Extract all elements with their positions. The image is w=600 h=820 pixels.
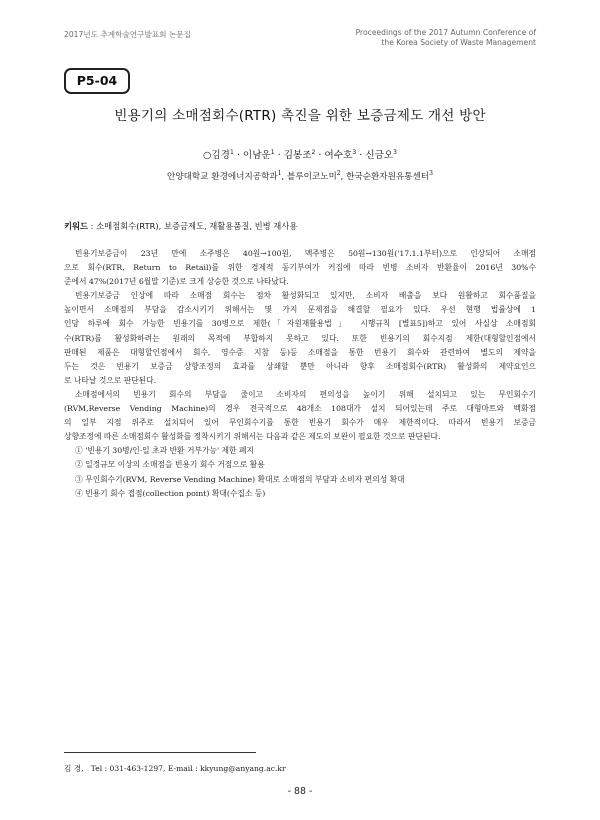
author-affil-sup: 1 — [229, 148, 234, 156]
footnote-divider — [64, 752, 256, 753]
author-name: ○김경 — [203, 150, 230, 161]
author-affil-sup: 3 — [352, 148, 357, 156]
header-right — [356, 28, 536, 47]
author-separator: · — [315, 150, 325, 161]
body-text — [64, 247, 536, 501]
author-name: 신금오 — [365, 150, 394, 161]
body-line: 두는 것은 빈용기 보증금 상향조정의 효과를 상쇄할 뿐만 아니라 향후 소매점회수(RTR) 활성화의 제약요인으 — [64, 361, 536, 371]
list-item: ① '빈용기 30병/인·일 초과 반환 거부가능' 제한 폐지 — [75, 446, 254, 456]
list-item: ② 일정규모 이상의 소매점을 빈용기 회수 거점으로 활용 — [75, 460, 265, 470]
list-item: ④ 빈용기 회수 접점(collection point) 확대(수집소 등) — [75, 488, 266, 498]
page-number: - 88 - — [287, 786, 313, 797]
body-line: (RVM,Reverse Vending Machine)의 경우 전국적으로 48개소 108대가 설치 되어있는데 주로 대형마트와 백화점 — [64, 404, 536, 414]
footnote-contact: 김 경, Tel : 031-463-1297, E-mail : kkyung@anyang.ac.kr — [64, 764, 286, 773]
affiliation-list: 안양대학교 환경에너지공학과$^1$, 블루이코노미$^2$, 한국순환자원유통센터$^3$ — [167, 170, 433, 182]
keywords-line — [64, 220, 297, 232]
body-line: 준에서 47%(2017년 6월말 기준)로 크게 상승한 것으로 나타났다. — [64, 277, 289, 287]
body-line: 빈용기보증금이 23년 만에 소주병은 40원→100원, 맥주병은 50원→130원('17.1.1부터)으로 인상되어 소매점 — [75, 249, 536, 258]
author-affil-sup: 3 — [393, 148, 397, 156]
paper-title: 빈용기의 소매점회수(RTR) 촉진을 위한 보증금제도 개선 방안 — [114, 108, 486, 124]
author-separator: · — [274, 150, 284, 161]
author-list — [0, 147, 600, 161]
author-separator: · — [233, 150, 243, 161]
body-line: 으로 회수(RTR, Return to Retail)를 위한 경제적 동기부여가 커짐에 따라 빈병 소비자 반환율이 2016년 30%수 — [64, 263, 536, 273]
affiliation-sup: 1 — [277, 170, 282, 178]
body-line: 빈용기보증금 인상에 따라 소매점 회수는 점차 활성화되고 있지만, 소비자 배출을 보다 원활하고 회수품질을 — [75, 291, 536, 301]
list-item: ③ 무인회수기(RVM, Reverse Vending Machine) 확대로 소매점의 부담과 소비자 편의성 확대 — [75, 474, 405, 484]
affiliation-name: 안양대학교 환경에너지공학과 — [167, 172, 278, 182]
affiliation-sup: 2 — [336, 170, 341, 178]
contact-tel: 031-463-1297 — [109, 764, 163, 773]
contact-email-label: E-mail : — [167, 764, 201, 773]
author-name: 이남운 — [242, 150, 271, 161]
body-line: 상향조정에 따른 소매점회수 활성화를 정착시키기 위해서는 다음과 같은 제도의 보완이 필요한 것으로 판단된다. — [64, 432, 441, 442]
body-line: 높이면서 소매점의 부담을 감소시키기 위해서는 몇 가지 문제점을 해결할 필요가 있다. 우선 현행 법률상에 1 — [64, 305, 536, 315]
keywords-colon: : — [88, 221, 97, 231]
affiliation-name: 블루이코노미 — [286, 172, 337, 182]
paper-code-badge: P5-04 — [64, 68, 130, 94]
body-line: 소매점에서의 빈용기 회수의 부담을 줄이고 소비자의 편의성을 높이기 위해 설치되고 있는 무인회수기 — [75, 389, 536, 399]
author-affil-sup: 1 — [270, 148, 275, 156]
body-line: 인당 하루에 회수 가능한 빈용기를 30병으로 제한(「자원재활용법」 시행규칙 [별표5])하고 있어 사실상 소매점회 — [64, 319, 536, 329]
header-left: 2017년도 추계학술연구발표회 논문집 — [64, 30, 191, 39]
author-separator: · — [356, 150, 366, 161]
header-right-line2: the Korea Society of Waste Management — [381, 37, 536, 47]
contact-tel-label: Tel : — [90, 764, 110, 773]
affiliation-sup: 3 — [429, 170, 433, 178]
keywords-text: 소매점회수(RTR), 보증금제도, 재활용품질, 빈병 재사용 — [96, 221, 298, 231]
contact-name: 김 경 — [64, 764, 82, 773]
author-name: 김봉조 — [283, 150, 312, 161]
body-line: 의 일부 지점 위주로 설치되어 있어 무인회수기를 통한 빈용기 회수가 매우 제한적이다. 따라서 빈용기 보증금 — [64, 418, 536, 428]
author-affil-sup: 2 — [311, 148, 316, 156]
header-right-line1: Proceedings of the 2017 Autumn Conference of — [355, 28, 536, 37]
keywords-label: 키워드 — [64, 221, 89, 231]
body-line: 수(RTR)를 활성화하려는 원래의 목적에 부합하지 못하고 있다. 또한 빈용기의 회수지점 제한(대형할인점에서 — [64, 333, 536, 343]
contact-email: kkyung@anyang.ac.kr — [200, 764, 286, 773]
affiliation-name: 한국순환자원유통센터 — [346, 172, 430, 182]
body-line: 로 나타날 것으로 판단된다. — [64, 375, 157, 385]
body-line: 판매된 제품은 대형할인점에서 회수, 영수증 지참 등)등 소매점을 통한 빈용기 회수와 관련하여 별도의 제약을 — [64, 347, 536, 357]
author-name: 여수호 — [324, 150, 353, 161]
